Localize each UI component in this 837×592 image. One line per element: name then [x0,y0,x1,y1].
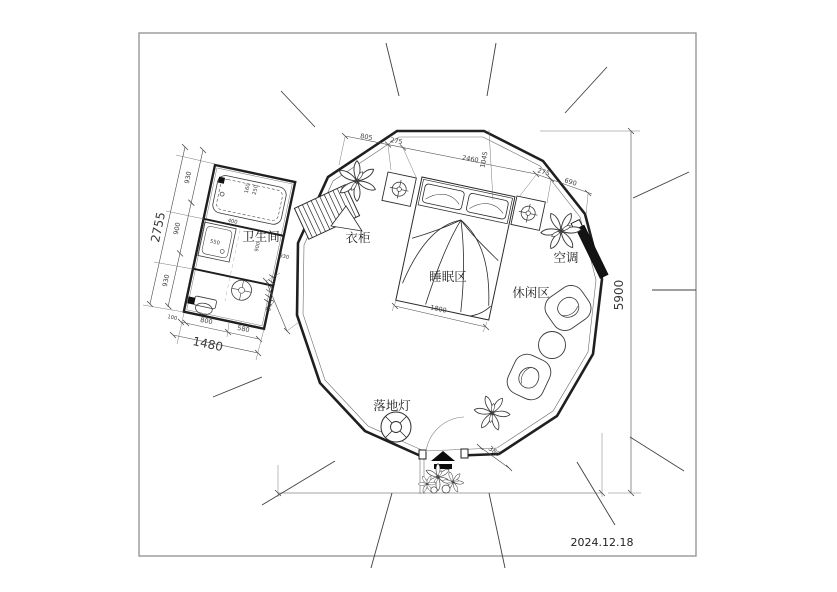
label-floor-lamp: 落地灯 [373,398,411,413]
label-leisure-area: 休闲区 [512,285,550,300]
label-bathroom: 卫生间 [242,229,280,244]
dim-bath-160: 160 [243,182,252,194]
nightstand-left [382,172,416,206]
dim-bath-400: 400 [227,217,238,226]
dim-left-900: 900 [171,221,183,236]
door-post-left [419,450,426,459]
dim-top-805: 805 [359,131,374,143]
label-wardrobe: 衣柜 [345,230,371,245]
label-air-conditioner: 空调 [553,250,579,265]
dim-bath-550: 550 [209,238,221,247]
dim-top-275a: 275 [389,135,404,147]
label-sleeping-area: 睡眠区 [429,269,467,284]
dim-bottom-800: 800 [199,315,214,327]
dim-top-2460: 2460 [461,153,480,165]
dim-top-1045: 1045 [478,150,490,169]
bathroom-wall [184,165,295,329]
dim-top-275b: 275 [536,166,551,178]
dim-bottom-total: 1480 [191,334,225,355]
round-table [539,332,566,359]
dim-945: 945 [264,297,277,313]
floor-drain-box [187,296,195,304]
dim-left-930a: 930 [182,170,194,185]
dim-bottom-100: 100 [166,314,178,322]
dim-left-total: 2755 [148,210,169,244]
dim-entry-380: 380 [486,444,502,459]
door-post-right [461,449,468,458]
dim-top-690: 690 [563,176,578,188]
dim-bath-900: 900 [254,241,263,253]
nightstand-right [511,196,545,230]
dim-left-930b: 930 [160,273,172,288]
dim-bath-930: 930 [278,253,290,262]
drawing-date: 2024.12.18 [570,536,634,549]
drain-box-top [218,177,225,184]
dim-bath-250: 250 [251,184,260,196]
floor-lamp-symbol [381,412,411,442]
bathroom-annex [184,165,296,329]
dim-right-5900: 5900 [612,279,626,311]
dim-bed-1800: 1800 [429,303,448,315]
dim-bottom-580: 580 [236,323,251,335]
